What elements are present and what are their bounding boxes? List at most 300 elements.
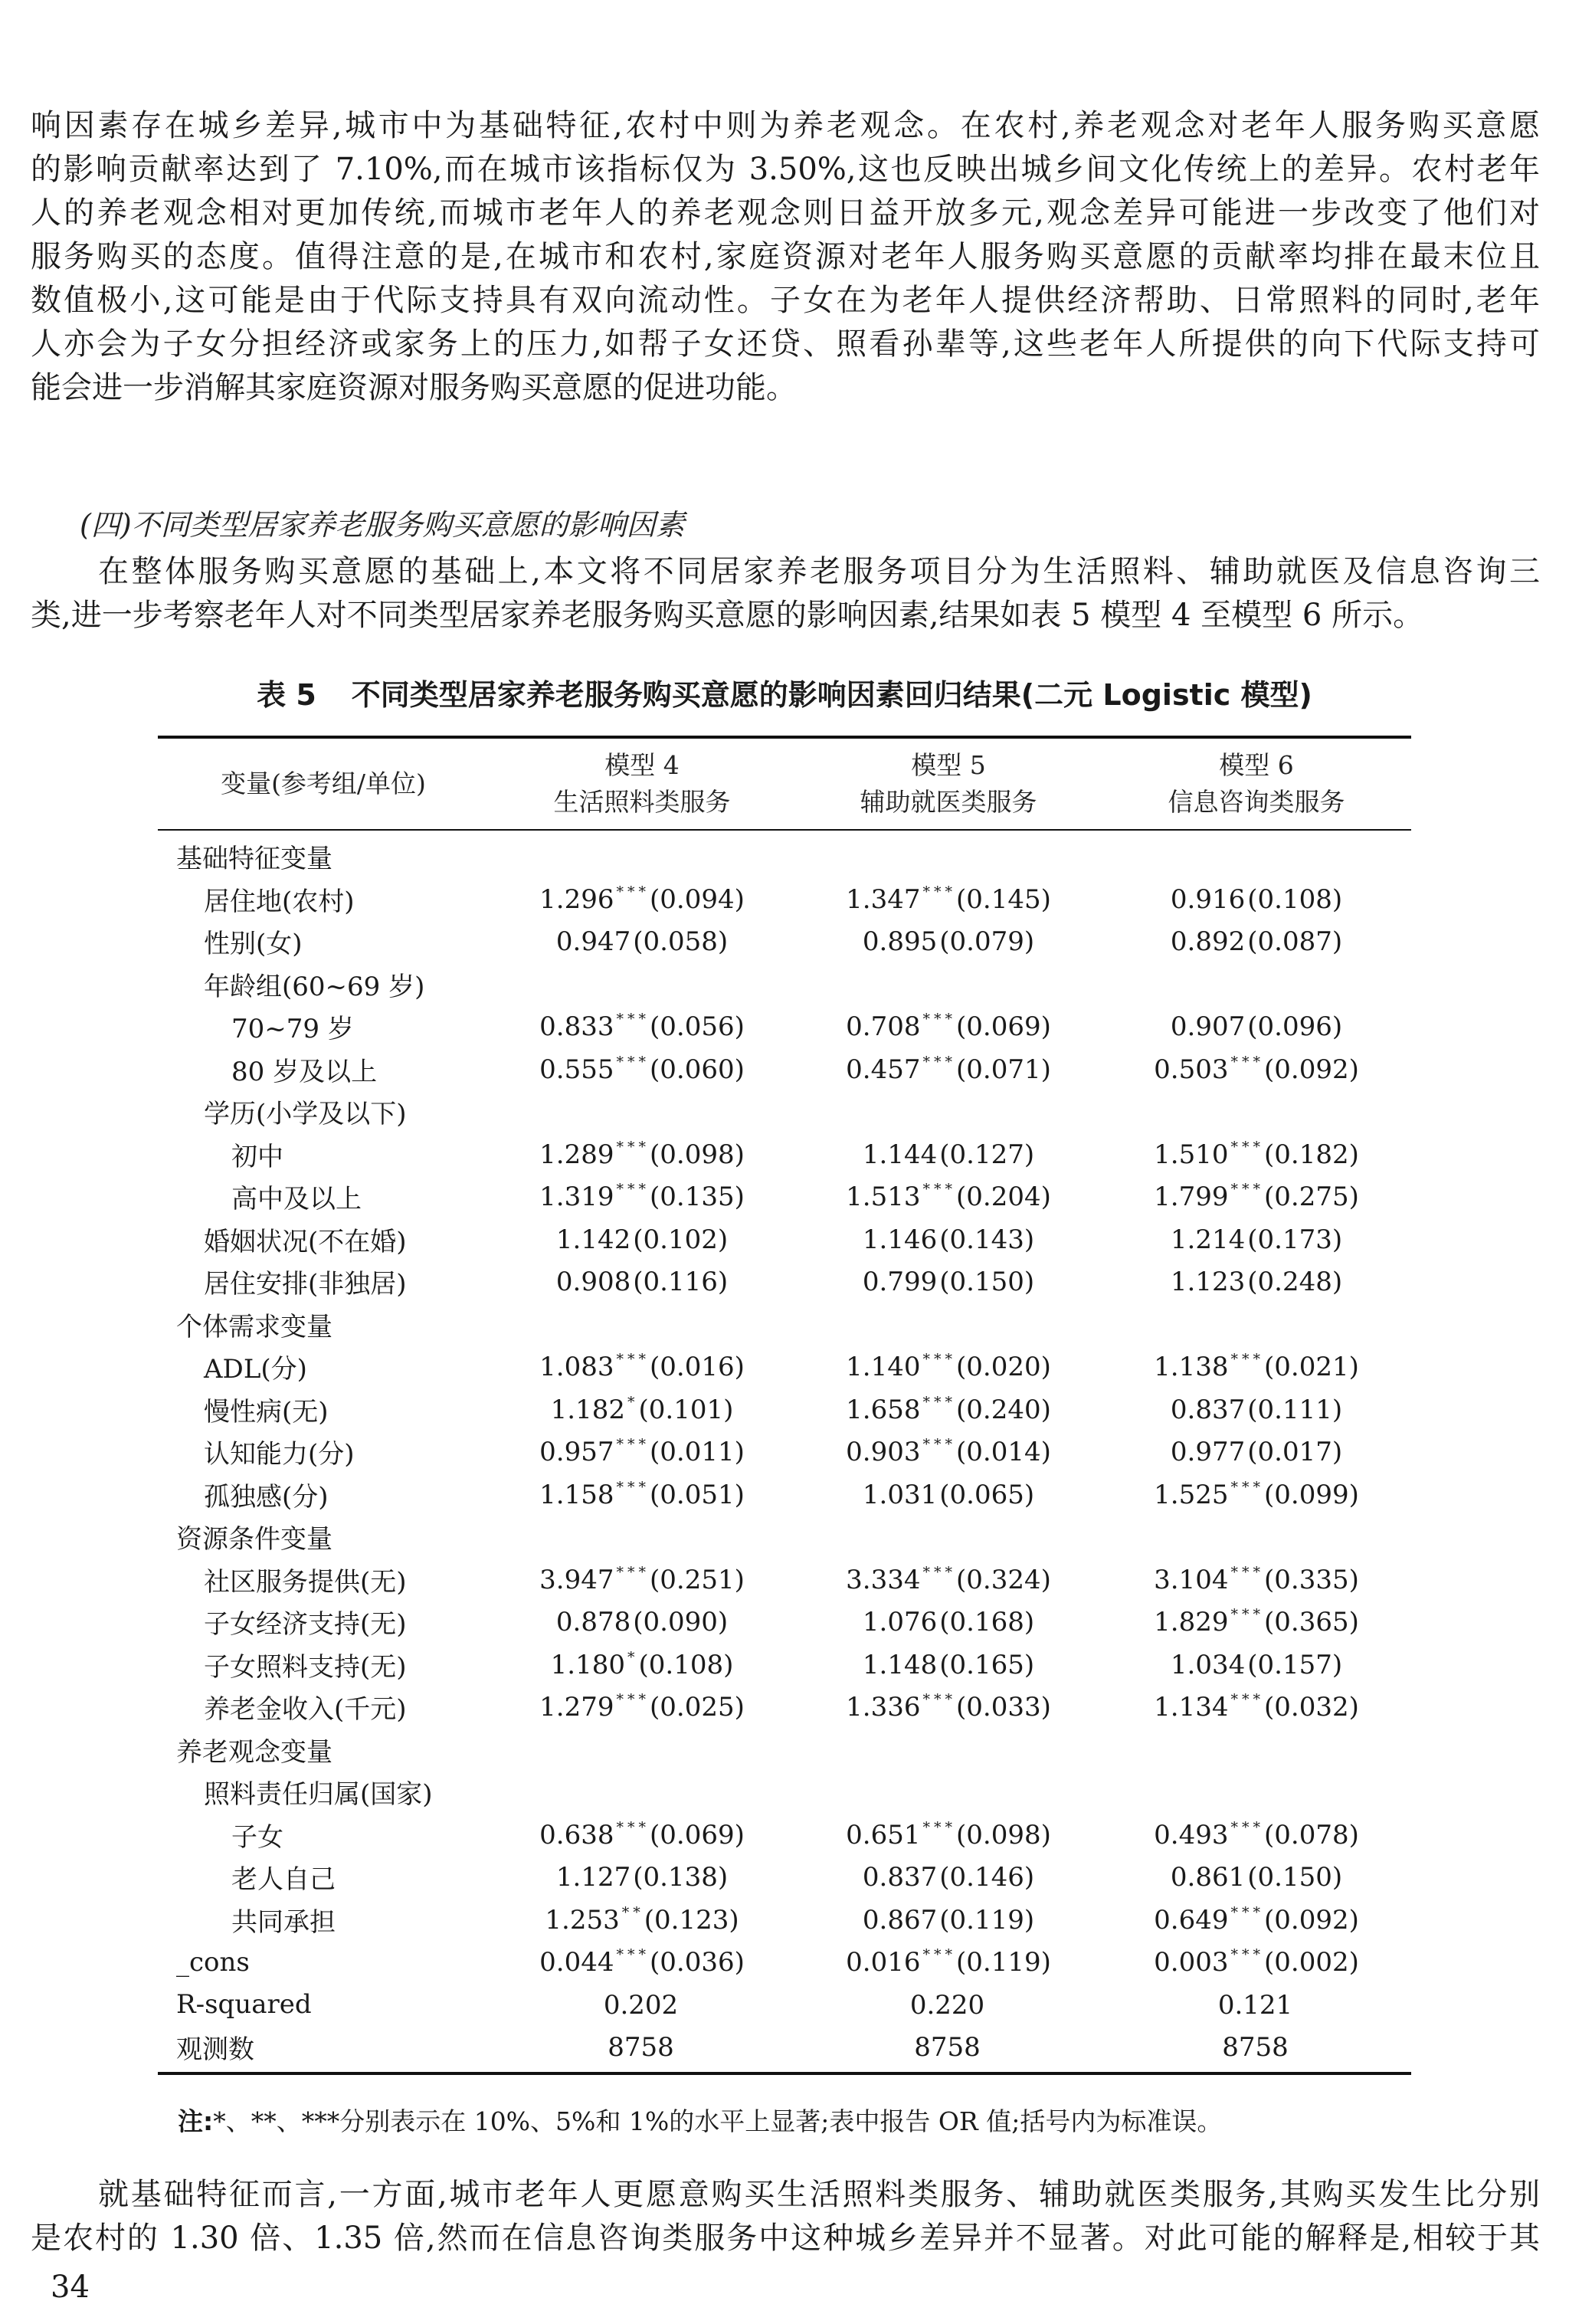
table-cell-model-5 <box>795 1266 1102 1297</box>
table-row <box>158 1005 1411 1048</box>
cell-standard-error: (0.168) <box>939 1607 1035 1638</box>
cell-coefficient: 8758 <box>608 2032 674 2063</box>
cell-coefficient: 1.034 <box>1170 1649 1246 1680</box>
table-cell-model-6 <box>1102 841 1411 872</box>
table-cell-model-4 <box>489 1139 795 1170</box>
row-variable-label: 社区服务提供(无) <box>204 1566 407 1598</box>
cell-coefficient: 0.867 <box>862 1904 938 1936</box>
table-bottom-rule <box>158 2072 1411 2075</box>
cell-standard-error: (0.150) <box>1247 1862 1343 1893</box>
cell-standard-error: (0.138) <box>633 1862 729 1893</box>
table-cell-model-4 <box>489 2031 795 2063</box>
cell-coefficient: 1.253 <box>545 1904 620 1936</box>
table-cell-model-5 <box>795 1479 1102 1510</box>
row-variable-label: 居住地(农村) <box>204 886 355 917</box>
row-group-label: 资源条件变量 <box>176 1524 332 1555</box>
table-number: 表 5 <box>257 678 316 712</box>
row-variable-label: 认知能力(分) <box>204 1439 355 1470</box>
cell-standard-error: (0.002) <box>1263 1947 1359 1978</box>
cell-coefficient: 1.829 <box>1154 1607 1229 1638</box>
table-cell-model-4 <box>489 1309 795 1340</box>
table-cell-model-5 <box>795 841 1102 872</box>
cell-standard-error: (0.036) <box>649 1947 745 1978</box>
cell-standard-error: (0.065) <box>939 1479 1035 1510</box>
cell-coefficient: 1.319 <box>539 1182 614 1213</box>
cell-coefficient: 1.347 <box>846 883 921 915</box>
cell-coefficient: 0.892 <box>1170 926 1246 958</box>
cell-coefficient: 1.146 <box>862 1224 938 1255</box>
cell-coefficient: 0.457 <box>846 1054 921 1085</box>
cell-significance-stars: *** <box>1230 1138 1264 1155</box>
paragraph-3 <box>31 2173 1540 2260</box>
table-row <box>158 1175 1411 1218</box>
cell-significance-stars: *** <box>1230 1351 1264 1369</box>
row-variable-label: 照料责任归属(国家) <box>204 1779 433 1811</box>
header-model-4-service: 生活照料类服务 <box>553 787 731 817</box>
paragraph-2-line: 在整体服务购买意愿的基础上,本文将不同居家养老服务项目分为生活照料、辅助就医及信息咨询三 <box>98 554 1540 589</box>
header-model-5-name: 模型 5 <box>911 750 986 780</box>
table-row <box>158 878 1411 921</box>
cell-coefficient: 0.833 <box>539 1011 614 1043</box>
cell-standard-error: (0.087) <box>1247 926 1343 958</box>
regression-table <box>158 736 1411 2075</box>
row-variable-label: 子女 <box>231 1821 283 1853</box>
table-row <box>158 1303 1411 1346</box>
page-number: 34 <box>51 2270 90 2305</box>
cell-significance-stars: * <box>627 1648 639 1666</box>
cell-standard-error: (0.058) <box>633 926 729 958</box>
paragraph-1-line: 响因素存在城乡差异,城市中为基础特征,农村中则为养老观念。在农村,养老观念对老年人服务购买意愿 <box>31 108 1540 143</box>
table-cell-model-6 <box>1102 1224 1411 1255</box>
paragraph-3-line: 是农村的 1.30 倍、1.35 倍,然而在信息咨询类服务中这种城乡差异并不显著。对此可能的解释是,相较于其 <box>31 2221 1540 2256</box>
table-cell-model-4 <box>489 1776 795 1808</box>
cell-significance-stars: *** <box>922 883 956 900</box>
table-row <box>158 1516 1411 1559</box>
cell-coefficient: 0.878 <box>555 1607 631 1638</box>
cell-coefficient: 0.907 <box>1170 1011 1246 1043</box>
cell-significance-stars: *** <box>922 1181 956 1198</box>
table-note-text: *、**、***分别表示在 10%、5%和 1%的水平上显著;表中报告 OR 值;括号内为标准误。 <box>213 2106 1223 2136</box>
table-cell-model-5 <box>795 1224 1102 1255</box>
cell-coefficient: 1.296 <box>539 883 614 915</box>
table-note-label: 注: <box>178 2106 214 2136</box>
cell-coefficient: 3.947 <box>539 1564 614 1595</box>
cell-standard-error: (0.092) <box>1263 1054 1359 1085</box>
cell-significance-stars: *** <box>616 1946 650 1964</box>
row-variable-label: 高中及以上 <box>231 1184 362 1215</box>
table-cell-model-6 <box>1102 1436 1411 1467</box>
table-cell-model-4 <box>489 1521 795 1552</box>
cell-significance-stars: *** <box>616 1818 650 1836</box>
table-row <box>158 1559 1411 1601</box>
cell-significance-stars: *** <box>922 1691 956 1709</box>
table-cell-model-4 <box>489 1394 795 1425</box>
paragraph-1 <box>31 104 1540 410</box>
cell-standard-error: (0.102) <box>633 1224 729 1255</box>
table-cell-model-5 <box>795 1521 1102 1552</box>
table-header <box>158 739 1411 829</box>
table-cell-model-4 <box>489 1096 795 1127</box>
table-cell-model-4 <box>489 1479 795 1510</box>
table-row <box>158 1941 1411 1984</box>
cell-coefficient: 1.510 <box>1154 1139 1229 1170</box>
cell-coefficient: 0.493 <box>1154 1819 1229 1850</box>
table-note <box>178 2103 1222 2140</box>
cell-standard-error: (0.240) <box>955 1394 1051 1425</box>
paragraph-1-line: 人亦会为子女分担经济或家务上的压力,如帮子女还贷、照看孙辈等,这些老年人所提供的向下代际支持可 <box>31 326 1540 362</box>
cell-significance-stars: *** <box>922 1393 956 1411</box>
cell-coefficient: 1.142 <box>555 1224 631 1255</box>
cell-coefficient: 0.957 <box>539 1437 614 1468</box>
table-cell-model-5 <box>795 1351 1102 1382</box>
table-cell-model-5 <box>795 1649 1102 1680</box>
cell-coefficient: 1.031 <box>862 1479 938 1510</box>
cell-coefficient: 0.837 <box>1170 1394 1246 1425</box>
table-row <box>158 1984 1411 2027</box>
cell-coefficient: 0.837 <box>862 1862 938 1893</box>
paragraph-2-line: 类,进一步考察老年人对不同类型居家养老服务购买意愿的影响因素,结果如表 5 模型 4 至模型 6 所示。 <box>31 598 1424 633</box>
table-cell-model-4 <box>489 1224 795 1255</box>
cell-coefficient: 0.121 <box>1217 1989 1293 2021</box>
cell-coefficient: 0.908 <box>555 1267 631 1298</box>
cell-coefficient: 8758 <box>1222 2032 1289 2063</box>
table-cell-model-6 <box>1102 1946 1411 1978</box>
table-cell-model-4 <box>489 1011 795 1042</box>
cell-standard-error: (0.069) <box>955 1011 1051 1043</box>
table-cell-model-6 <box>1102 1139 1411 1170</box>
cell-standard-error: (0.182) <box>1263 1139 1359 1170</box>
paragraph-1-line: 数值极小,这可能是由于代际支持具有双向流动性。子女在为老年人提供经济帮助、日常照料的同时,老年 <box>31 283 1540 318</box>
paragraph-2 <box>31 550 1540 638</box>
cell-coefficient: 8758 <box>914 2032 981 2063</box>
cell-coefficient: 1.279 <box>539 1692 614 1723</box>
table-cell-model-4 <box>489 1861 795 1893</box>
table-cell-model-6 <box>1102 1564 1411 1595</box>
cell-coefficient: 1.127 <box>555 1862 631 1893</box>
table-cell-model-6 <box>1102 1309 1411 1340</box>
cell-standard-error: (0.060) <box>649 1054 745 1085</box>
row-variable-label: 慢性病(无) <box>204 1396 329 1428</box>
cell-coefficient: 1.083 <box>539 1352 614 1383</box>
table-cell-model-5 <box>795 1861 1102 1893</box>
cell-coefficient: 0.947 <box>555 926 631 958</box>
table-row <box>158 1856 1411 1899</box>
cell-coefficient: 0.638 <box>539 1819 614 1850</box>
cell-standard-error: (0.335) <box>1263 1564 1359 1595</box>
table-cell-model-6 <box>1102 969 1411 1000</box>
row-variable-label: 学历(小学及以下) <box>204 1099 407 1130</box>
cell-significance-stars: *** <box>922 1053 956 1070</box>
cell-standard-error: (0.098) <box>955 1819 1051 1850</box>
header-model-5-service: 辅助就医类服务 <box>860 787 1037 817</box>
cell-significance-stars: *** <box>922 1946 956 1964</box>
row-group-label: R-squared <box>176 1989 312 2021</box>
table-row <box>158 1601 1411 1644</box>
table-cell-model-6 <box>1102 1861 1411 1893</box>
table-cell-model-6 <box>1102 1691 1411 1723</box>
cell-standard-error: (0.275) <box>1263 1182 1359 1213</box>
table-row <box>158 1260 1411 1303</box>
table-cell-model-5 <box>795 1989 1102 2021</box>
cell-standard-error: (0.108) <box>638 1649 734 1680</box>
cell-significance-stars: *** <box>922 1351 956 1369</box>
table-cell-model-5 <box>795 1011 1102 1042</box>
cell-significance-stars: * <box>627 1393 639 1411</box>
table-cell-model-6 <box>1102 1734 1411 1765</box>
table-cell-model-4 <box>489 1691 795 1723</box>
table-cell-model-4 <box>489 1181 795 1212</box>
table-row <box>158 1218 1411 1261</box>
table-cell-model-5 <box>795 1054 1102 1085</box>
table-cell-model-6 <box>1102 1776 1411 1808</box>
cell-standard-error: (0.165) <box>939 1649 1035 1680</box>
cell-standard-error: (0.021) <box>1263 1352 1359 1383</box>
table-cell-model-6 <box>1102 1011 1411 1042</box>
table-cell-model-6 <box>1102 1904 1411 1936</box>
table-cell-model-5 <box>795 1691 1102 1723</box>
cell-coefficient: 0.861 <box>1170 1862 1246 1893</box>
paragraph-3-line: 就基础特征而言,一方面,城市老年人更愿意购买生活照料类服务、辅助就医类服务,其购买发生比分别 <box>98 2177 1540 2212</box>
cell-standard-error: (0.146) <box>939 1862 1035 1893</box>
table-cell-model-5 <box>795 1309 1102 1340</box>
cell-standard-error: (0.143) <box>939 1224 1035 1255</box>
table-row <box>158 1473 1411 1516</box>
table-cell-model-4 <box>489 1436 795 1467</box>
cell-significance-stars: *** <box>616 1563 650 1581</box>
cell-standard-error: (0.119) <box>955 1947 1051 1978</box>
cell-standard-error: (0.204) <box>955 1182 1051 1213</box>
cell-standard-error: (0.071) <box>955 1054 1051 1085</box>
table-cell-model-5 <box>795 1819 1102 1850</box>
cell-standard-error: (0.092) <box>1263 1904 1359 1936</box>
table-row <box>158 1644 1411 1686</box>
cell-coefficient: 1.525 <box>1154 1479 1229 1510</box>
table-cell-model-4 <box>489 1266 795 1297</box>
table-row <box>158 1771 1411 1814</box>
header-model-6-service: 信息咨询类服务 <box>1168 787 1345 817</box>
table-cell-model-5 <box>795 969 1102 1000</box>
cell-standard-error: (0.123) <box>644 1904 739 1936</box>
table-cell-model-4 <box>489 1819 795 1850</box>
row-variable-label: 子女照料支持(无) <box>204 1651 407 1683</box>
cell-significance-stars: *** <box>1230 1903 1264 1921</box>
row-variable-label: 共同承担 <box>231 1906 336 1938</box>
cell-coefficient: 0.903 <box>846 1437 921 1468</box>
cell-coefficient: 3.334 <box>846 1564 921 1595</box>
cell-significance-stars: *** <box>922 1563 956 1581</box>
cell-standard-error: (0.116) <box>633 1267 729 1298</box>
cell-coefficient: 0.708 <box>846 1011 921 1043</box>
row-group-label: 观测数 <box>176 2034 254 2066</box>
cell-coefficient: 1.148 <box>862 1649 938 1680</box>
cell-coefficient: 1.134 <box>1154 1692 1229 1723</box>
cell-coefficient: 1.336 <box>846 1692 921 1723</box>
table-cell-model-6 <box>1102 1054 1411 1085</box>
table-cell-model-6 <box>1102 926 1411 957</box>
cell-standard-error: (0.098) <box>649 1139 745 1170</box>
table-cell-model-5 <box>795 1776 1102 1808</box>
cell-coefficient: 0.016 <box>846 1947 921 1978</box>
table-row <box>158 1133 1411 1176</box>
row-group-label: 基础特征变量 <box>176 844 332 875</box>
table-row <box>158 1048 1411 1091</box>
table-caption <box>0 676 1569 714</box>
table-cell-model-4 <box>489 1946 795 1978</box>
cell-coefficient: 0.220 <box>909 1989 985 2021</box>
cell-standard-error: (0.135) <box>649 1182 745 1213</box>
table-cell-model-4 <box>489 926 795 957</box>
table-cell-model-6 <box>1102 1521 1411 1552</box>
table-cell-model-6 <box>1102 2031 1411 2063</box>
cell-coefficient: 1.289 <box>539 1139 614 1170</box>
row-group-label: 养老观念变量 <box>176 1736 332 1768</box>
cell-standard-error: (0.111) <box>1247 1394 1343 1425</box>
cell-coefficient: 1.180 <box>550 1649 625 1680</box>
row-variable-label: 性别(女) <box>204 929 303 960</box>
cell-coefficient: 1.144 <box>862 1139 938 1170</box>
table-cell-model-5 <box>795 1096 1102 1127</box>
cell-coefficient: 1.658 <box>846 1394 921 1425</box>
cell-standard-error: (0.078) <box>1263 1819 1359 1850</box>
cell-significance-stars: *** <box>1230 1181 1264 1198</box>
table-cell-model-4 <box>489 1734 795 1765</box>
cell-standard-error: (0.020) <box>955 1352 1051 1383</box>
row-variable-label: 养老金收入(千元) <box>204 1694 407 1726</box>
table-cell-model-6 <box>1102 1351 1411 1382</box>
cell-coefficient: 1.123 <box>1170 1267 1246 1298</box>
cell-coefficient: 1.214 <box>1170 1224 1246 1255</box>
table-cell-model-4 <box>489 1649 795 1680</box>
table-row <box>158 1814 1411 1857</box>
row-variable-label: 初中 <box>231 1141 283 1172</box>
row-variable-label: 老人自己 <box>231 1864 336 1896</box>
paragraph-1-line: 的影响贡献率达到了 7.10%,而在城市该指标仅为 3.50%,这也反映出城乡间文化传统上的差异。农村老年 <box>31 152 1540 187</box>
row-variable-label: 孤独感(分) <box>204 1481 329 1513</box>
cell-standard-error: (0.101) <box>638 1394 734 1425</box>
row-group-label: _cons <box>176 1946 250 1978</box>
table-cell-model-4 <box>489 969 795 1000</box>
cell-standard-error: (0.127) <box>939 1139 1035 1170</box>
cell-standard-error: (0.056) <box>649 1011 745 1043</box>
table-cell-model-4 <box>489 1054 795 1085</box>
table-cell-model-5 <box>795 1139 1102 1170</box>
table-row <box>158 1431 1411 1473</box>
table-cell-model-5 <box>795 1734 1102 1765</box>
table-cell-model-5 <box>795 1436 1102 1467</box>
table-cell-model-4 <box>489 1351 795 1382</box>
cell-coefficient: 0.799 <box>862 1267 938 1298</box>
table-cell-model-6 <box>1102 1819 1411 1850</box>
cell-coefficient: 0.895 <box>862 926 938 958</box>
table-cell-model-5 <box>795 1564 1102 1595</box>
cell-significance-stars: *** <box>616 1138 650 1155</box>
table-cell-model-6 <box>1102 1989 1411 2021</box>
table-cell-model-4 <box>489 1989 795 2021</box>
cell-standard-error: (0.096) <box>1247 1011 1343 1043</box>
cell-coefficient: 0.649 <box>1154 1904 1229 1936</box>
table-cell-model-6 <box>1102 1394 1411 1425</box>
table-cell-model-5 <box>795 926 1102 957</box>
cell-coefficient: 1.138 <box>1154 1352 1229 1383</box>
table-row <box>158 1090 1411 1133</box>
table-row <box>158 1686 1411 1729</box>
header-model-6-name: 模型 6 <box>1219 750 1294 780</box>
cell-standard-error: (0.248) <box>1247 1267 1343 1298</box>
table-cell-model-5 <box>795 2031 1102 2063</box>
cell-standard-error: (0.094) <box>649 883 745 915</box>
header-variable-label: 变量(参考组/单位) <box>221 769 426 798</box>
cell-significance-stars: *** <box>616 1053 650 1070</box>
cell-standard-error: (0.025) <box>649 1692 745 1723</box>
table-cell-model-4 <box>489 841 795 872</box>
table-cell-model-6 <box>1102 1649 1411 1680</box>
cell-standard-error: (0.014) <box>955 1437 1051 1468</box>
cell-standard-error: (0.251) <box>649 1564 745 1595</box>
table-cell-model-6 <box>1102 1096 1411 1127</box>
cell-standard-error: (0.099) <box>1263 1479 1359 1510</box>
header-model-6 <box>1102 747 1411 821</box>
row-variable-label: 80 岁及以上 <box>231 1056 378 1087</box>
table-cell-model-5 <box>795 1181 1102 1212</box>
table-row <box>158 2026 1411 2069</box>
cell-standard-error: (0.069) <box>649 1819 745 1850</box>
cell-standard-error: (0.016) <box>649 1352 745 1383</box>
cell-significance-stars: *** <box>616 1691 650 1709</box>
cell-significance-stars: *** <box>1230 1606 1264 1624</box>
cell-significance-stars: *** <box>1230 1053 1264 1070</box>
cell-coefficient: 0.916 <box>1170 883 1246 915</box>
table-cell-model-5 <box>795 1394 1102 1425</box>
cell-significance-stars: *** <box>1230 1691 1264 1709</box>
cell-significance-stars: *** <box>1230 1818 1264 1836</box>
table-row <box>158 920 1411 963</box>
header-model-5 <box>795 747 1102 821</box>
cell-significance-stars: *** <box>922 1436 956 1454</box>
cell-significance-stars: *** <box>616 1436 650 1454</box>
cell-coefficient: 0.651 <box>846 1819 921 1850</box>
table-cell-model-4 <box>489 883 795 915</box>
cell-standard-error: (0.090) <box>633 1607 729 1638</box>
paragraph-1-line: 服务购买的态度。值得注意的是,在城市和农村,家庭资源对老年人服务购买意愿的贡献率均排在最末位且 <box>31 239 1540 274</box>
cell-standard-error: (0.324) <box>955 1564 1051 1595</box>
cell-standard-error: (0.108) <box>1247 883 1343 915</box>
table-row <box>158 963 1411 1006</box>
cell-standard-error: (0.365) <box>1263 1607 1359 1638</box>
cell-standard-error: (0.119) <box>939 1904 1035 1936</box>
table-cell-model-4 <box>489 1564 795 1595</box>
row-variable-label: ADL(分) <box>204 1354 307 1385</box>
table-row <box>158 1729 1411 1772</box>
cell-standard-error: (0.150) <box>939 1267 1035 1298</box>
table-cell-model-5 <box>795 1946 1102 1978</box>
row-variable-label: 年龄组(60~69 岁) <box>204 971 425 1002</box>
row-variable-label: 居住安排(非独居) <box>204 1269 407 1300</box>
cell-standard-error: (0.157) <box>1247 1649 1343 1680</box>
table-cell-model-6 <box>1102 1181 1411 1212</box>
cell-coefficient: 0.044 <box>539 1947 614 1978</box>
cell-standard-error: (0.017) <box>1247 1437 1343 1468</box>
cell-coefficient: 1.513 <box>846 1182 921 1213</box>
cell-standard-error: (0.173) <box>1247 1224 1343 1255</box>
header-variable <box>158 765 489 802</box>
cell-coefficient: 1.182 <box>550 1394 625 1425</box>
table-title: 不同类型居家养老服务购买意愿的影响因素回归结果(二元 Logistic 模型) <box>351 678 1312 712</box>
cell-significance-stars: *** <box>922 1818 956 1836</box>
header-model-4 <box>489 747 795 821</box>
cell-coefficient: 3.104 <box>1154 1564 1229 1595</box>
cell-coefficient: 1.158 <box>539 1479 614 1510</box>
table-cell-model-5 <box>795 883 1102 915</box>
